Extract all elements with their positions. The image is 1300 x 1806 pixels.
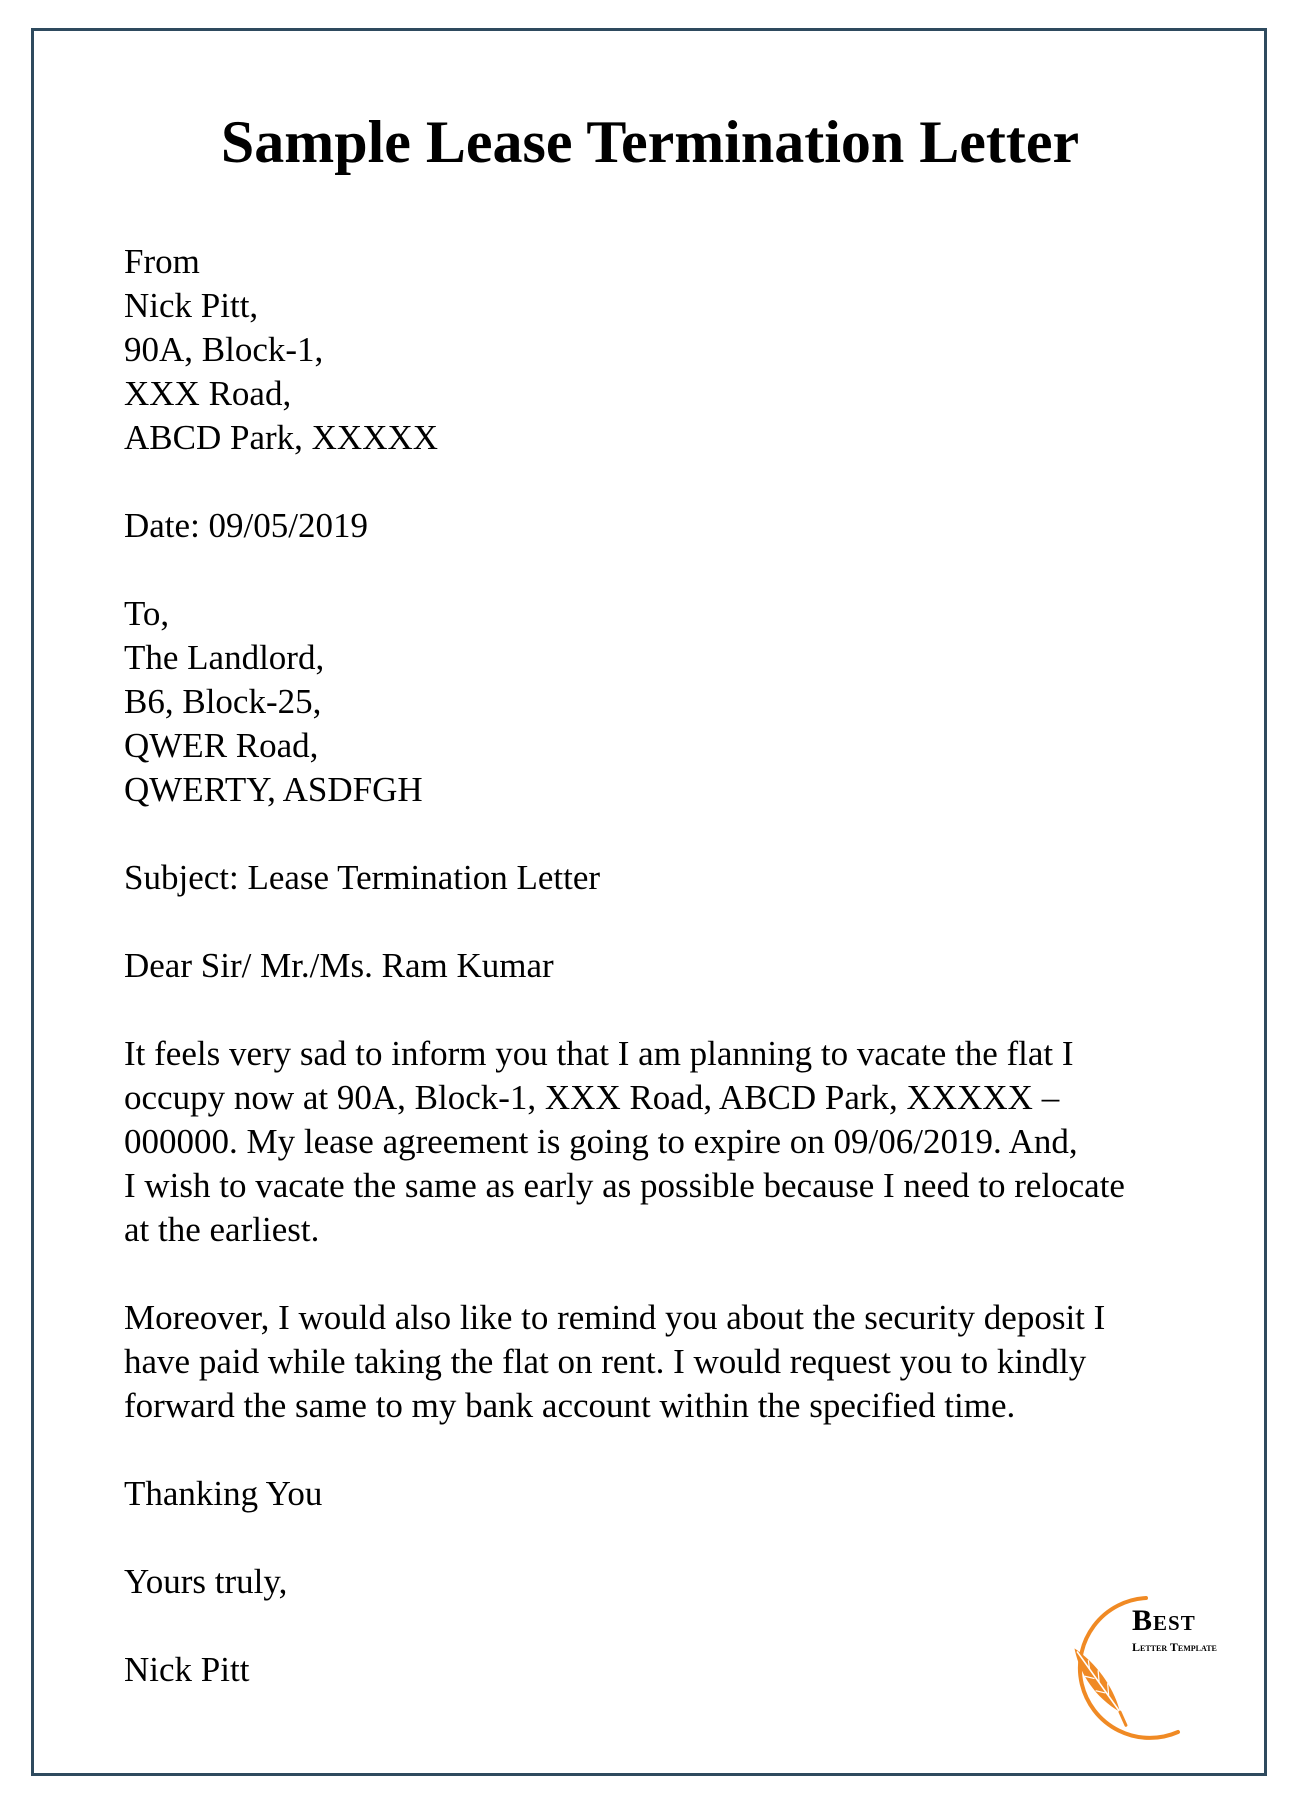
closing-block xyxy=(124,1472,1184,1516)
recipient-address xyxy=(124,592,1184,812)
paragraph-line: I wish to vacate the same as early as possible because I need to relocate xyxy=(124,1166,1125,1205)
sender-line: XXX Road, xyxy=(124,374,292,413)
recipient-line: The Landlord, xyxy=(124,638,325,677)
paragraph-line: 000000. My lease agreement is going to expire on 09/06/2019. And, xyxy=(124,1122,1078,1161)
body-paragraph-1 xyxy=(124,1032,1184,1252)
paragraph-line: at the earliest. xyxy=(124,1210,320,1249)
paragraph-line: forward the same to my bank account within the specified time. xyxy=(124,1386,1016,1425)
logo-tagline: Letter Template xyxy=(1132,1640,1217,1654)
sender-line: ABCD Park, XXXXX xyxy=(124,418,439,457)
salutation: Dear Sir/ Mr./Ms. Ram Kumar xyxy=(124,946,554,985)
recipient-line: QWERTY, ASDFGH xyxy=(124,770,423,809)
letter-body xyxy=(124,240,1184,1692)
signature-name: Nick Pitt xyxy=(124,1650,250,1689)
body-paragraph-2 xyxy=(124,1296,1184,1428)
recipient-line: QWER Road, xyxy=(124,726,319,765)
signoff: Yours truly, xyxy=(124,1562,288,1601)
letter-date: Date: 09/05/2019 xyxy=(124,506,368,545)
sender-address xyxy=(124,240,1184,460)
paragraph-line: occupy now at 90A, Block-1, XXX Road, ABCD Park, XXXXX – xyxy=(124,1078,1060,1117)
signature-block xyxy=(124,1648,1184,1692)
letter-date-block xyxy=(124,504,1184,548)
salutation-block xyxy=(124,944,1184,988)
recipient-line: B6, Block-25, xyxy=(124,682,322,721)
sender-line: 90A, Block-1, xyxy=(124,330,324,369)
from-label: From xyxy=(124,242,200,281)
signoff-block xyxy=(124,1560,1184,1604)
paragraph-line: Moreover, I would also like to remind you about the security deposit I xyxy=(124,1298,1106,1337)
logo-brand-text: Best xyxy=(1132,1604,1196,1637)
subject-block xyxy=(124,856,1184,900)
letter-title: Sample Lease Termination Letter xyxy=(220,109,1080,175)
to-label: To, xyxy=(124,594,170,633)
closing: Thanking You xyxy=(124,1474,323,1513)
letter-subject: Subject: Lease Termination Letter xyxy=(124,858,601,897)
brand-logo xyxy=(1048,1592,1238,1752)
paragraph-line: have paid while taking the flat on rent. I would request you to kindly xyxy=(124,1342,1087,1381)
sender-line: Nick Pitt, xyxy=(124,286,259,325)
paragraph-line: It feels very sad to inform you that I am planning to vacate the flat I xyxy=(124,1034,1074,1073)
